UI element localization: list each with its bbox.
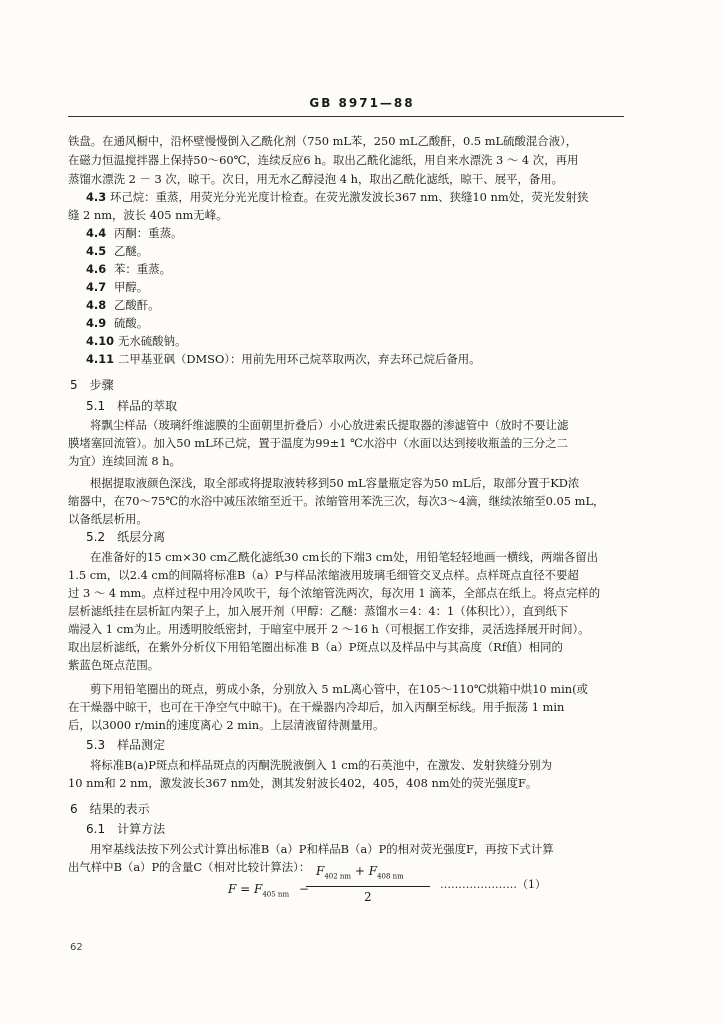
- text-line: 1.5 cm，以2.4 cm的间隔将标准B（a）P与样品浓缩液用玻璃毛细管交叉点样。点样斑点直径不要超: [68, 568, 579, 582]
- item-text: 硫酸。: [114, 316, 149, 330]
- text-line: 以备纸层析用。: [68, 512, 148, 526]
- subsection-heading: 5.1 样品的萃取: [86, 399, 178, 413]
- item-text: 甲醇。: [114, 280, 149, 294]
- item-number: 4.3: [86, 190, 107, 204]
- text-line: 在干燥器中晾干，也可在干净空气中晾干)。在干燥器内冷却后，加入丙酮至标线。用手振荡 1 min: [68, 700, 565, 714]
- text-line: 剪下用铅笔圈出的斑点，剪成小条，分别放入 5 mL离心管中，在105～110℃烘箱中烘10 min(或: [90, 682, 588, 696]
- item-text: 苯：重蒸。: [114, 262, 171, 276]
- formula-plus: + F: [351, 864, 378, 878]
- text-line: 根据提取液颜色深浅，取全部或将提取液转移到50 mL容量瓶定容为50 mL后，取部分置于KD浓: [90, 476, 580, 490]
- text-line: 为宜）连续回流 8 h。: [68, 454, 181, 468]
- item-text: 丙酮：重蒸。: [114, 226, 183, 240]
- item-number: 4.9: [86, 316, 107, 330]
- header-rule: [68, 116, 624, 117]
- item-text: 无水硫酸钠。: [118, 334, 187, 348]
- text-line: 过 3 ～ 4 mm。点样过程中用冷风吹干，每个浓缩管洗两次，每次用 1 滴苯，全部点在纸上。将点完样的: [68, 586, 601, 600]
- text-line: 端浸入 1 cm为止。用透明胶纸密封，于暗室中展开 2 ～16 h（可根据工作安排，灵活选择展开时间）。: [68, 622, 590, 636]
- text-line: 将飘尘样品（玻璃纤维滤膜的尘面朝里折叠后）小心放进索氏提取器的渗滤管中（放时不要让滤: [90, 418, 569, 432]
- fraction-bar: [306, 886, 430, 887]
- subsection-heading: 6.1 计算方法: [86, 822, 166, 836]
- text-line: 后，以3000 r/min的速度离心 2 min。上层清液留待测量用。: [68, 718, 385, 732]
- equation-number: …………………（1）: [440, 878, 546, 891]
- text-line: 在磁力恒温搅拌器上保持50～60℃，连续反应6 h。取出乙酰化滤纸，用自来水漂洗 3 ～ 4 次，再用: [68, 153, 579, 167]
- text-line: 10 nm和 2 nm，激发波长367 nm处，测其发射波长402，405，408 nm处的荧光强度F。: [68, 776, 538, 790]
- formula-f-b-subscript: 408 nm: [377, 872, 404, 881]
- item-number: 4.5: [86, 244, 107, 258]
- text-line: 蒸馏水漂洗 2 － 3 次，晾干。次日，用无水乙醇浸泡 4 h，取出乙酰化滤纸，晾干、展平，备用。: [68, 172, 564, 186]
- text-line: 铁盘。在通风橱中，沿杯壁慢慢倒入乙酰化剂（750 mL苯，250 mL乙酸酐，0.5 mL硫酸混合液），: [68, 134, 578, 148]
- text-line: 将标准B(a)P斑点和样品斑点的丙酮洗脱液倒入 1 cm的石英池中，在激发、发射狭缝分别为: [90, 758, 553, 772]
- section-heading: 6 结果的表示: [70, 802, 150, 816]
- subsection-heading: 5.2 纸层分离: [86, 530, 166, 544]
- text-line: 取出层析滤纸，在紫外分析仪下用铅笔圈出标准 B（a）P斑点以及样品中与其高度（Rf值）相同的: [68, 640, 563, 654]
- formula-denominator: 2: [364, 890, 372, 904]
- subsection-heading: 5.3 样品测定: [86, 738, 166, 752]
- item-text: 乙醚。: [114, 244, 149, 258]
- item-text: 环己烷：重蒸，用荧光分光光度计检查。在荧光激发波长367 nm、狭缝10 nm处，荧光发射狭: [110, 190, 589, 204]
- formula-minus: −: [298, 882, 309, 896]
- item-number: 4.10: [86, 334, 115, 348]
- formula-numerator: [316, 864, 404, 880]
- item-text: 乙酸酐。: [114, 298, 160, 312]
- item-text: 二甲基亚砜（DMSO）：用前先用环己烷萃取两次，弃去环己烷后备用。: [118, 352, 481, 366]
- text-line: 层析滤纸挂在层析缸内架子上，加入展开剂（甲醇：乙醚：蒸馏水＝4：4：1（体积比）），直到纸下: [68, 604, 569, 618]
- text-line: 出气样中B（a）P的含量C（相对比较计算法）：: [68, 860, 311, 874]
- item-text: 缝 2 nm，波长 405 nm无峰。: [68, 208, 228, 222]
- section-heading: 5 步骤: [70, 378, 114, 392]
- item-number: 4.4: [86, 226, 107, 240]
- text-line: 缩器中，在70～75℃的水浴中减压浓缩至近干。浓缩管用苯洗三次，每次3～4滴，继续浓缩至0.05 mL，: [68, 494, 605, 508]
- standard-header: GB 8971—88: [309, 96, 415, 110]
- formula-lhs-symbol: F = F: [228, 882, 263, 896]
- text-line: 膜堵塞回流管）。加入50 mL环己烷，置于温度为99±1 ℃水浴中（水面以达到接收瓶盖的三分之二: [68, 436, 568, 450]
- formula-f-a: F: [316, 864, 325, 878]
- item-number: 4.8: [86, 298, 107, 312]
- text-line: 用窄基线法按下列公式计算出标准B（a）P和样品B（a）P的相对荧光强度F，再按下式计算: [90, 842, 554, 856]
- page-number: 62: [70, 942, 83, 953]
- formula-f-a-subscript: 402 nm: [324, 872, 352, 881]
- formula-lhs-subscript: 405 nm: [262, 890, 290, 899]
- text-line: 在准备好的15 cm×30 cm乙酰化滤纸30 cm长的下端3 cm处，用铅笔轻轻地画一横线，两端各留出: [90, 550, 598, 564]
- formula-lhs: [228, 882, 309, 898]
- item-number: 4.6: [86, 262, 107, 276]
- text-line: 紫蓝色斑点范围。: [68, 658, 160, 672]
- item-number: 4.7: [86, 280, 107, 294]
- item-number: 4.11: [86, 352, 115, 366]
